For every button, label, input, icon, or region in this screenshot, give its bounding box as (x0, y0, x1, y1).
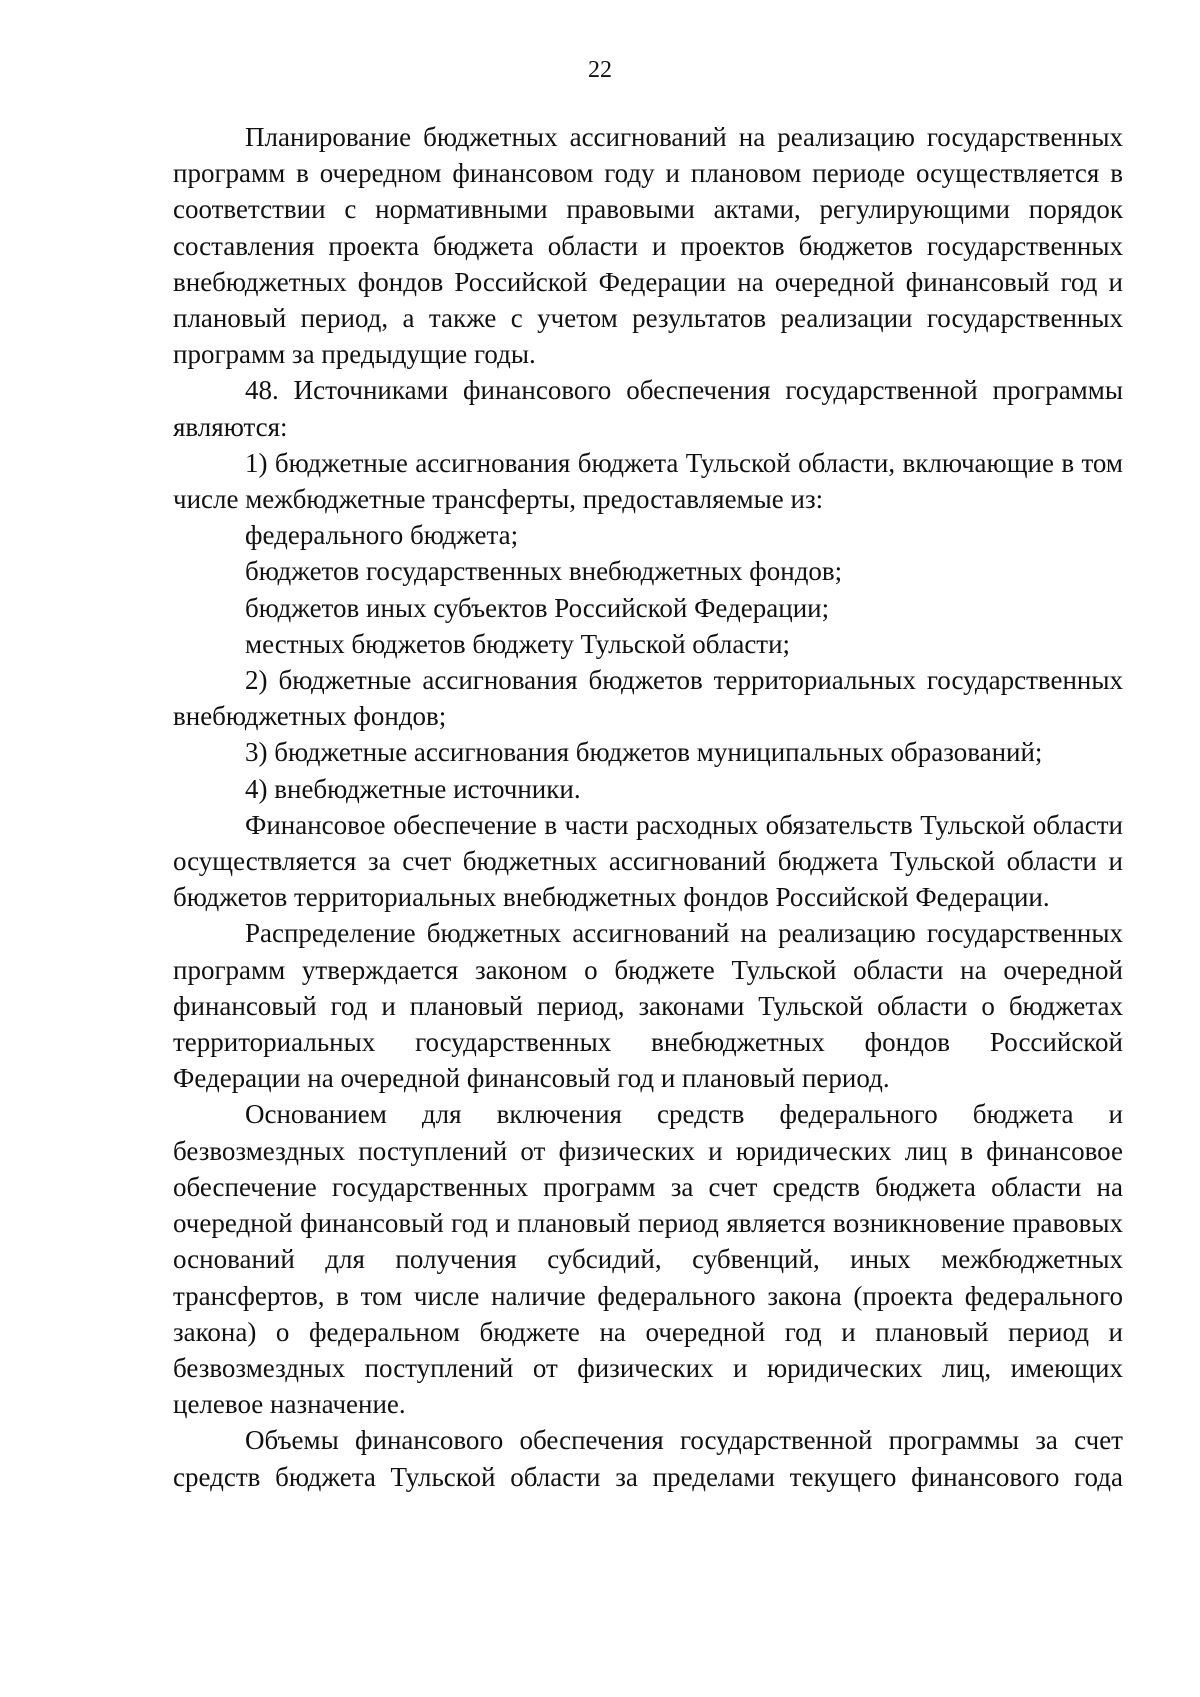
list-item-1-regional-budget: 1) бюджетные ассигнования бюджета Тульской области, включающие в том числе межбюджетные трансферты, предоставляемые из: (173, 447, 1123, 515)
list-item-3-municipal-budgets: 3) бюджетные ассигнования бюджетов муниципальных образований; (245, 737, 1043, 768)
paragraph-budget-planning: Планирование бюджетных ассигнований на реализацию государственных программ в очередном финансовом году и плановом периоде осуществляется в соответствии с нормативными правовыми актами, регулирующими порядок составления проекта бюджета области и проектов бюджетов государственных внебюджетных фондов Российской Федерации на очередной финансовый год и плановый период, а также с учетом результатов реализации государственных программ за предыдущие годы. (173, 122, 1123, 370)
paragraph-grounds-for-inclusion: Основанием для включения средств федерального бюджета и безвозмездных поступлений от физических и юридических лиц в финансовое обеспечение государственных программ за счет средств бюджета области на очередной финансовый год и плановый период является возникновение правовых оснований для получения субсидий, субвенций, иных межбюджетных трансфертов, в том числе наличие федерального закона (проекта федерального закона) о федеральном бюджете на очередной год и плановый период и безвозмездных поступлений от физических и юридических лиц, имеющих целевое назначение. (173, 1099, 1123, 1420)
sublist-item-local-budgets: местных бюджетов бюджету Тульской области; (245, 628, 791, 659)
sublist-item-state-extrabudgetary-funds: бюджетов государственных внебюджетных фондов; (245, 556, 843, 587)
sublist-item-other-subjects-budgets: бюджетов иных субъектов Российской Федерации; (245, 592, 830, 623)
document-body (173, 119, 1123, 1495)
page-number: 22 (588, 57, 612, 83)
list-item-4-extrabudgetary-sources: 4) внебюджетные источники. (245, 773, 581, 804)
paragraph-budget-distribution: Распределение бюджетных ассигнований на реализацию государственных программ утверждается законом о бюджете Тульской области на очередной финансовый год и плановый период, законами Тульской области о бюджетах территориальных государственных внебюджетных фондов Российской Федерации на очередной финансовый год и плановый период. (173, 918, 1123, 1094)
list-item-2-territorial-funds: 2) бюджетные ассигнования бюджетов территориальных государственных внебюджетных фондов; (173, 665, 1123, 732)
sublist-item-federal-budget: федерального бюджета; (245, 520, 519, 551)
paragraph-financial-support-obligations: Финансовое обеспечение в части расходных обязательств Тульской области осуществляется за счет бюджетных ассигнований бюджета Тульской области и бюджетов территориальных внебюджетных фондов Российской Федерации. (173, 809, 1123, 913)
paragraph-funding-volumes: Объемы финансового обеспечения государственной программы за счет средств бюджета Тульской области за пределами текущего финансового года (173, 1425, 1123, 1492)
paragraph-item-48-funding-sources: 48. Источниками финансового обеспечения государственной программы являются: (173, 375, 1123, 442)
